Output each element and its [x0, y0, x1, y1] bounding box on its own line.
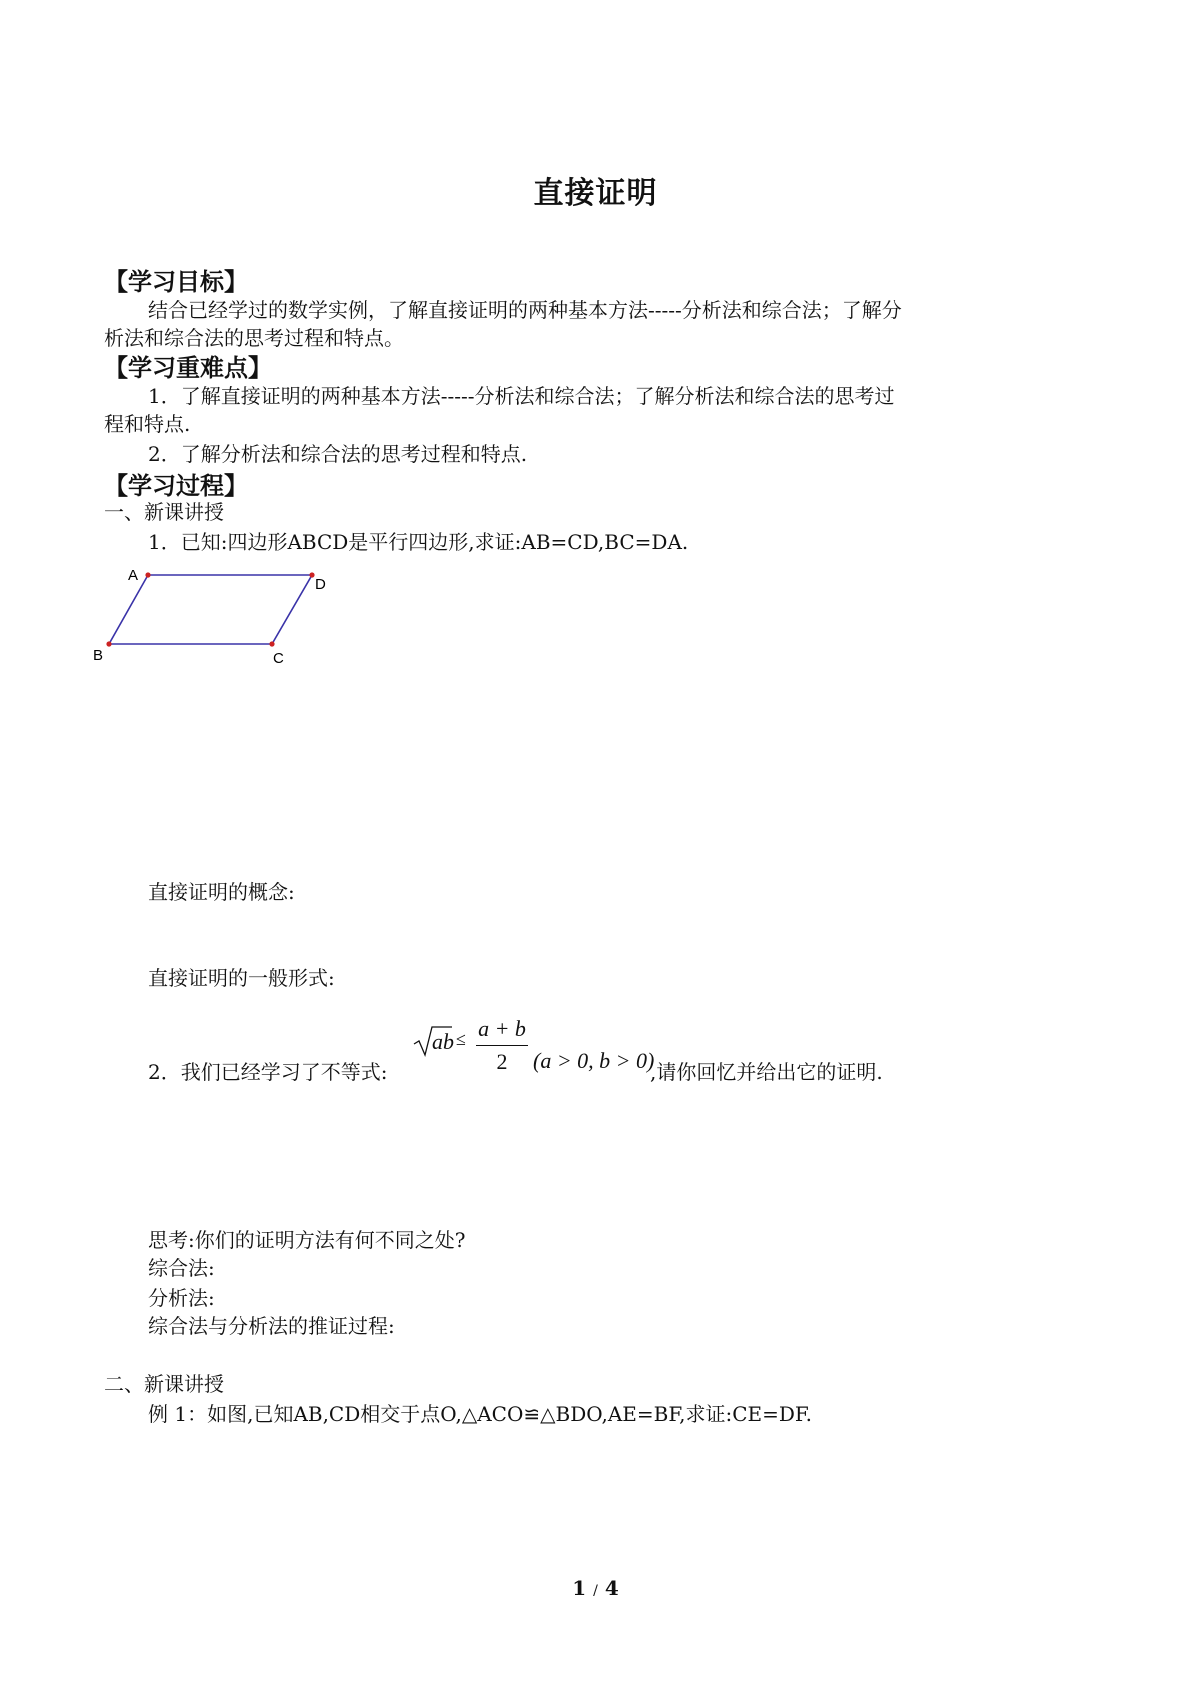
label-b: B — [93, 647, 104, 664]
fraction-bar — [476, 1045, 528, 1046]
inequality-condition: (a > 0, b > 0) — [533, 1048, 655, 1073]
goals-line-1: 结合已经学过的数学实例，了解直接证明的两种基本方法-----分析法和综合法；了解分 — [148, 298, 902, 322]
fraction-numerator: a + b — [478, 1016, 526, 1041]
sqrt-radicand: ab — [432, 1029, 454, 1054]
fraction — [474, 1016, 530, 1075]
direct-proof-concept: 直接证明的概念: — [148, 880, 295, 904]
key-point-1-line-2: 程和特点. — [104, 412, 191, 436]
point-a — [145, 572, 150, 577]
inequality-relation: ≤ — [456, 1029, 466, 1049]
key-point-2: 2．了解分析法和综合法的思考过程和特点. — [148, 442, 528, 466]
process-heading: 【学习过程】 — [104, 472, 248, 500]
parallelogram-shape — [109, 575, 312, 644]
label-c: C — [273, 650, 284, 667]
point-d — [309, 572, 314, 577]
point-c — [269, 641, 274, 646]
parallelogram-figure — [88, 562, 348, 672]
synthesis-method: 综合法: — [148, 1256, 215, 1280]
page-separator: / — [593, 1583, 598, 1599]
example-1: 例 1：如图,已知AB,CD相交于点O,△ACO≌△BDO,AE=BF,求证:CE=DF. — [148, 1402, 813, 1426]
goals-heading: 【学习目标】 — [104, 268, 248, 296]
page-title: 直接证明 — [533, 176, 658, 211]
point-b — [106, 641, 111, 646]
part-1-title: 一、新课讲授 — [104, 500, 224, 524]
reasoning-process: 综合法与分析法的推证过程: — [148, 1314, 395, 1338]
total-pages: 4 — [604, 1576, 619, 1600]
direct-proof-general-form: 直接证明的一般形式: — [148, 966, 335, 990]
goals-line-2: 析法和综合法的思考过程和特点。 — [104, 326, 404, 350]
label-d: D — [315, 576, 326, 593]
key-points-heading: 【学习重难点】 — [104, 354, 272, 382]
key-point-1-line-1: 1．了解直接证明的两种基本方法-----分析法和综合法；了解分析法和综合法的思考过 — [148, 384, 895, 408]
question-1: 1．已知:四边形ABCD是平行四边形,求证:AB=CD,BC=DA. — [148, 530, 689, 554]
page-number — [0, 1576, 1191, 1600]
think-question: 思考:你们的证明方法有何不同之处? — [148, 1228, 466, 1252]
current-page: 1 — [572, 1576, 587, 1600]
inequality-formula — [412, 1016, 655, 1076]
analysis-method: 分析法: — [148, 1286, 215, 1310]
label-a: A — [128, 567, 139, 584]
question-2-prefix: 2．我们已经学习了不等式: — [148, 1060, 388, 1084]
question-2-suffix: ,请你回忆并给出它的证明. — [650, 1060, 883, 1084]
fraction-denominator: 2 — [496, 1049, 508, 1074]
part-2-title: 二、新课讲授 — [104, 1372, 224, 1396]
